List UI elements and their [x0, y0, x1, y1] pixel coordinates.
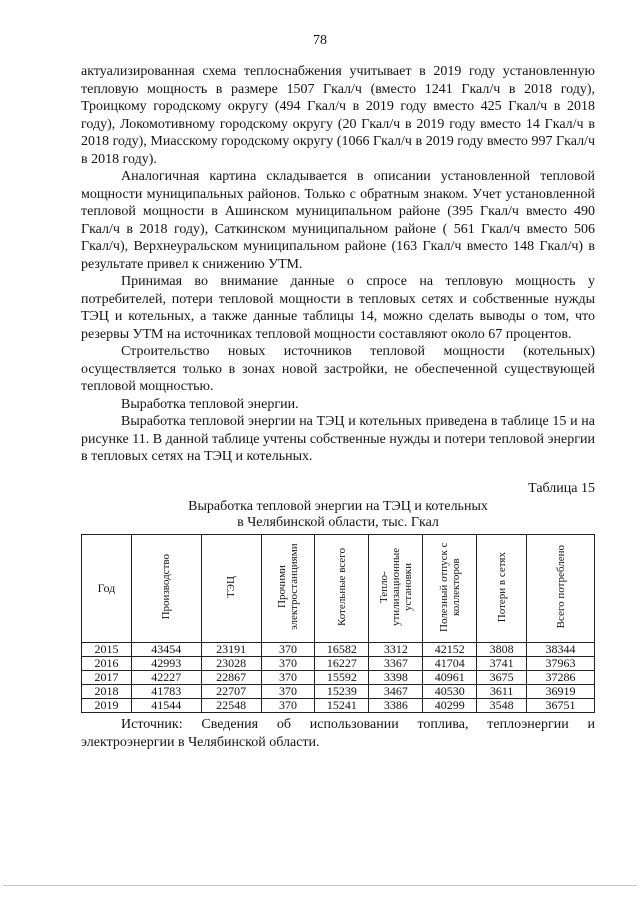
- table-row: [82, 671, 595, 685]
- table-cell: 3312: [369, 643, 423, 657]
- table-cell: 2017: [82, 671, 132, 685]
- table-cell: 37963: [527, 657, 595, 671]
- table-cell: 2015: [82, 643, 132, 657]
- table-cell: 3675: [477, 671, 527, 685]
- table-cell: 3808: [477, 643, 527, 657]
- table-cell: 41544: [131, 699, 201, 713]
- table-cell: 3386: [369, 699, 423, 713]
- table-cell: 2018: [82, 685, 132, 699]
- table-cell: 370: [261, 699, 315, 713]
- table-label: Таблица 15: [528, 480, 595, 496]
- table-cell: 370: [261, 657, 315, 671]
- table-title-line-2: в Челябинской области, тыс. Гкал: [237, 515, 439, 530]
- table-cell: 3611: [477, 685, 527, 699]
- table-cell: 2019: [82, 699, 132, 713]
- paragraph-5: Выработка тепловой энергии.: [121, 396, 299, 412]
- paragraph-1: актуализированная схема теплоснабжения учитывает в 2019 году установленную тепловую мощность в размере 1507 Гкал/ч (вместо 1241 Гкал/ч в 2018 году), Троицкому городскому округу (494 Гкал/ч в 2019 году вместо 425 Гкал/ч в 2018 году), Локомотивному городскому округу (20 Гкал/ч в 2019 году вместо 14 Гкал/ч в 2018 году), Миасскому городскому округу (1066 Гкал/ч в 2019 году вместо 997 Гкал/ч в 2018 году).: [81, 64, 595, 167]
- table-cell: 37286: [527, 671, 595, 685]
- table-row: [82, 685, 595, 699]
- table-cell: 40299: [423, 699, 477, 713]
- table-cell: 42152: [423, 643, 477, 657]
- table-cell: 36919: [527, 685, 595, 699]
- header-useful-supply: Полезный отпуск с коллекторов: [423, 535, 477, 643]
- table-cell: 3467: [369, 685, 423, 699]
- header-network-losses: Потери в сетях: [477, 535, 527, 643]
- table-cell: 41704: [423, 657, 477, 671]
- header-chp: ТЭЦ: [201, 535, 261, 643]
- table-cell: 3741: [477, 657, 527, 671]
- table-row: [82, 643, 595, 657]
- table-cell: 36751: [527, 699, 595, 713]
- table-cell: 3548: [477, 699, 527, 713]
- table-cell: 22707: [201, 685, 261, 699]
- header-production: Производство: [131, 535, 201, 643]
- table-cell: 23191: [201, 643, 261, 657]
- table-header-row: [82, 535, 595, 643]
- footer-divider: [3, 885, 637, 886]
- table-cell: 15592: [315, 671, 369, 685]
- table-row: [82, 699, 595, 713]
- table-cell: 40530: [423, 685, 477, 699]
- table-cell: 15241: [315, 699, 369, 713]
- paragraph-2: Аналогичная картина складывается в описании установленной тепловой мощности муниципальных районов. Только с обратным знаком. Учет установленной тепловой мощности в Ашинском муниципальном районе (395 Гкал/ч вместо 490 Гкал/ч в 2018 году), Саткинском муниципальном районе ( 561 Гкал/ч вместо 506 Гкал/ч), Верхнеуральском муниципальном районе (163 Гкал/ч вместо 148 Гкал/ч) в результате привел к снижению УТМ.: [81, 169, 595, 272]
- table-title: [81, 499, 595, 531]
- table-row: [82, 657, 595, 671]
- paragraph-3: Принимая во внимание данные о спросе на тепловую мощность у потребителей, потери тепловой мощности в тепловых сетях и собственные нужды ТЭЦ и котельных, а также данные таблицы 14, можно сделать выводы о том, что резервы УТМ на источниках тепловой мощности составляют около 67 процентов.: [81, 274, 595, 342]
- header-boilers-total: Котельные всего: [315, 535, 369, 643]
- table-cell: 3367: [369, 657, 423, 671]
- source-note: Источник: Сведения об использовании топлива, теплоэнергии и электроэнергии в Челябинской области.: [81, 717, 595, 750]
- table-cell: 3398: [369, 671, 423, 685]
- table-cell: 370: [261, 671, 315, 685]
- table-cell: 15239: [315, 685, 369, 699]
- page-number: 78: [313, 33, 327, 48]
- paragraph-4: Строительство новых источников тепловой мощности (котельных) осуществляется только в зонах новой застройки, не обеспеченной существующей тепловой мощностью.: [81, 344, 595, 394]
- heat-production-table: [81, 534, 595, 713]
- header-other-plants: Прочими электростанциями: [261, 535, 315, 643]
- table-cell: 23028: [201, 657, 261, 671]
- table-cell: 370: [261, 685, 315, 699]
- table-cell: 22548: [201, 699, 261, 713]
- paragraph-6: Выработка тепловой энергии на ТЭЦ и котельных приведена в таблице 15 и на рисунке 11. В данной таблице учтены собственные нужды и потери тепловой энергии в тепловых сетях на ТЭЦ и котельных.: [81, 414, 595, 464]
- table-cell: 42993: [131, 657, 201, 671]
- table-cell: 40961: [423, 671, 477, 685]
- document-body: [81, 63, 595, 751]
- table-cell: 16227: [315, 657, 369, 671]
- table-cell: 41783: [131, 685, 201, 699]
- header-year: Год: [82, 535, 132, 643]
- header-total-consumed: Всего потреблено: [527, 535, 595, 643]
- table-cell: 22867: [201, 671, 261, 685]
- table-cell: 43454: [131, 643, 201, 657]
- table-cell: 16582: [315, 643, 369, 657]
- table-cell: 2016: [82, 657, 132, 671]
- table-cell: 370: [261, 643, 315, 657]
- header-heat-recovery: Тепло-утилизационные установки: [369, 535, 423, 643]
- table-body: [82, 643, 595, 713]
- table-cell: 42227: [131, 671, 201, 685]
- table-cell: 38344: [527, 643, 595, 657]
- table-title-line-1: Выработка тепловой энергии на ТЭЦ и котельных: [188, 499, 488, 514]
